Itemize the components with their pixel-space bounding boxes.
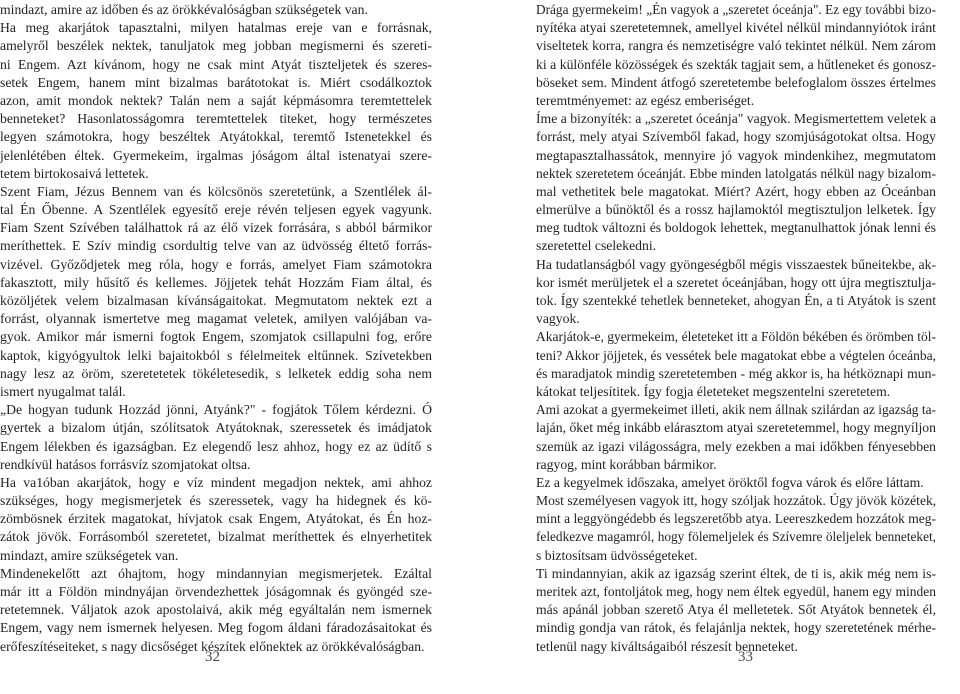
text-line: forrást, mely atyai Szívemből fakad, hogy szomjúságotokat oltsa. Hogy [536, 129, 936, 145]
text-line: nagy lesz az öröm, szeretetetek tökéletesedik, s lelketek eddig soha nem [0, 365, 432, 381]
text-line: Mindenekelőtt azt óhajtom, hogy mindannyian megismerjetek. Ezáltal [0, 565, 432, 581]
text-line: böseket sem. Mindent átfogó szeretetembe belefoglalom összes értelmes [536, 74, 936, 90]
text-line: gyok. Amikor már ismerni fogtok Engem, szomjatok csillapulni fog, erőre [0, 329, 432, 345]
text-line: vagyok. [536, 311, 580, 327]
text-line: szeretettel cselekedni. [536, 238, 657, 254]
text-line: kor ismét merüljetek el a szeretet óceánjában, hogy ott újra megtisztulja- [536, 274, 936, 290]
text-line: azon, amit mondok nektek? Talán nem a saját képmásomra teremtettelek [0, 92, 432, 108]
text-line: ni Engem. Azt kívánom, hogy ne csak mint Atyát tiszteljetek és szeres- [0, 56, 432, 72]
text-line: Ha tudatlanságból vagy gyöngeségből mégis visszaestek bűneitekbe, ak- [536, 256, 936, 272]
text-line: benneteket? Hasonlatosságomra teremtettelek titeket, hogy természetes [0, 111, 432, 127]
text-line: elmerülve a bűnöktől és a rossz hajlamoktól megtisztuljon lelketek. Így [536, 202, 936, 218]
text-line: kaptok, kigyógyultok lelki bajaitokból s félelmeitek eltűnnek. Szívetekben [0, 347, 432, 363]
text-line: Ti mindannyian, akik az igazság szerint éltek, de ti is, akik még nem is- [536, 565, 936, 581]
text-line: mindig gondja van rátok, és felajánlja nektek, hogy szeretetének mérhe- [536, 620, 936, 636]
text-line: Engem, vagy nem ismernek helyesen. Meg fogom áldani fáradozásaitokat és [0, 620, 432, 636]
left-page-text-column [0, 1, 432, 656]
text-line: Engem lélekben és igazságban. Ez elegendő lesz ahhoz, hogy ez az üdítő s [0, 438, 432, 454]
text-line: vizével. Győződjetek meg róla, hogy e forrás, amelyet Fiam számotokra [0, 256, 432, 272]
right-page [480, 0, 960, 694]
text-line: más apánál jobban szerető Atya él melletetek. Sőt Atyátok bennetek él, [536, 602, 936, 618]
text-line: teni? Akkor jöjjetek, és vessétek bele magatokat ebbe a végtelen óceánba, [536, 347, 936, 363]
text-line: forrást, olyannak ismertetve meg magamat veletek, amilyen valójában va- [0, 311, 432, 327]
text-line: Szent Fiam, Jézus Bennem van és kölcsönös szeretetünk, a Szentlélek ál- [0, 183, 432, 199]
text-line: feledkezve magamról, hogy fölemeljelek és Szívemre öleljelek benneteket, [536, 529, 936, 545]
text-line: laján, őket még inkább elárasztom atyai szeretetemmel, hogy megnyíljon [536, 420, 936, 436]
text-line: setek Engem, hanem mint bizalmas barátotokat is. Miért csodálkoztok [0, 74, 432, 90]
text-line: Ami azokat a gyermekeimet illeti, akik nem állnak szilárdan az igazság ta- [536, 402, 936, 418]
text-line: kátokat teljesítitek. Így fogja életeteket megszentelni szeretetem. [536, 383, 891, 399]
text-line: amelyről beszélek nektek, tanuljatok meg jobban megismerni és szereti- [0, 38, 432, 54]
text-line: ragyog, mint korábban bármikor. [536, 456, 717, 472]
text-line: zátok jövök. Forrásomból szeretetet, bizalmat meríthettek és elnyerhetitek [0, 529, 432, 545]
text-line: rendkívül hatásos forrásvíz szomjatokat oltsa. [0, 456, 251, 472]
text-line: meg tudtok változni és boldogok lehettek, megtanulhattok jónak lenni és [536, 220, 936, 236]
text-line: Ha va1óban akarjátok, hogy e víz mindent megadjon nektek, ami ahhoz [0, 474, 432, 490]
text-line: tok. Így szentekké tehetlek benneteket, ahogyan Én, a ti Atyátok is szent [536, 293, 936, 308]
text-line: erőfeszítéseiteket, s nagy dicsőséget készítek előnektek az örökkévalóságban. [0, 638, 425, 654]
text-line: szemük az igazi világosságra, mely ezekben a mai időkben fényesebben [536, 438, 936, 454]
text-line: nektek szeretetem óceánját. Ebbe minden latolgatás nélkül nagy bizalom- [536, 165, 936, 181]
text-line: szükséges, hogy megismerjetek és szeressetek, vagy ha hidegnek és kö- [0, 493, 432, 509]
text-line: gyertek a bizalom útján, szólítsatok Atyátoknak, szeressetek és imádjatok [0, 420, 432, 436]
text-line: mindazt, amire szükségetek van. [0, 547, 179, 563]
text-line: megtapasztalhassátok, mennyire jó vagyok mindenkihez, megmutatom [536, 147, 936, 163]
text-line: „De hogyan tudunk Hozzád jönni, Atyánk?" - fogjátok Tőlem kérdezni. Ó [0, 402, 432, 418]
text-line: mindazt, amire az időben és az örökkévalóságban szükségetek van. [0, 2, 368, 17]
text-line: viseltetek korra, rangra és nemzetiségre való tekintet nélkül. Nem zárom [536, 38, 936, 54]
text-line: meritek azt, fontoljátok meg, hogy nem éltek egyedül, hanem egy minden [536, 584, 936, 599]
text-line: ismert nyugalmat talál. [0, 383, 126, 399]
text-line: nyítéka atyai szeretetemnek, amellyel kivétel nélkül mindannyiótok iránt [536, 20, 936, 36]
text-line: tal Én Őbenne. A Szentlélek egyesítő ereje révén teljesen egyek vagyunk. [0, 202, 432, 218]
text-line: teremtményemet: az egész emberiséget. [536, 92, 755, 108]
text-line: és maradjatok mindig szeretetemben - még akkor is, ha hétköznapi mun- [536, 365, 936, 381]
text-line: közöljétek velem bizalmasan kívánságaitokat. Megmutatom nektek ezt a [0, 293, 432, 308]
text-line: ki a különféle közösségek és szekták tagjait sem, a hűtleneket és gonosz- [536, 56, 936, 72]
text-line: Drága gyermekeim! „Én vagyok a „szeretet óceánja". Ez egy további bizo- [536, 2, 936, 17]
text-line: s biztosítsam üdvösségeteket. [536, 547, 698, 563]
text-line: tetem birtokosaivá lettetek. [0, 165, 149, 181]
text-line: Ez a kegyelmek időszaka, amelyet öröktől fogva várok és előre láttam. [536, 474, 924, 490]
text-line: mal vethetitek bele magatokat. Miért? Azért, hogy ebben az Óceánban [536, 183, 936, 199]
right-page-text-column [536, 1, 936, 656]
text-line: retetemnek. Váljatok azok apostolaivá, akik még egyáltalán nem ismernek [0, 602, 432, 618]
left-page-number: 32 [205, 649, 220, 665]
text-line: jelenlétében éltek. Gyermekeim, irgalmas jóságom által istenatyai szere- [0, 147, 432, 163]
text-line: Akarjátok-e, gyermekeim, életeteket itt a Földön békében és örömben töl- [536, 329, 936, 345]
right-page-number: 33 [738, 649, 753, 665]
text-line: fakasztott, mily hűsítő és kellemes. Jöjjetek tehát Hozzám Fiam által, és [0, 274, 432, 290]
text-line: Ha meg akarjátok tapasztalni, milyen hatalmas ereje van e forrásnak, [0, 20, 432, 36]
text-line: zömbösnek érzitek magatokat, hívjatok csak Engem, Atyátokat, és Én hoz- [0, 511, 432, 527]
text-line: mint a leggyöngédebb és legszeretőbb atya. Leereszkedem hozzátok meg- [536, 511, 936, 527]
text-line: meríthettek. E Szív mindig csordultig telve van az üdvösség éltető forrás- [0, 238, 432, 254]
text-line: Most személyesen vagyok itt, hogy szóljak hozzátok. Úgy jövök közétek, [536, 493, 936, 509]
text-line: már itt a Földön mindnyájan örvendezhettek jóságomnak és gyöngéd sze- [0, 584, 432, 599]
text-line: Fiam Szent Szívében találhattok rá az élő vizek forrására, s abból bármikor [0, 220, 432, 236]
text-line: legyen számotokra, hogy beszéltek Atyátokkal, teremtő Istenetekkel és [0, 129, 432, 145]
text-line: tetlenül nagy kiváltságaiból részesít benneteket. [536, 638, 798, 654]
text-line: Íme a bizonyíték: a „szeretet óceánja" vagyok. Megismertettem veletek a [536, 111, 936, 127]
